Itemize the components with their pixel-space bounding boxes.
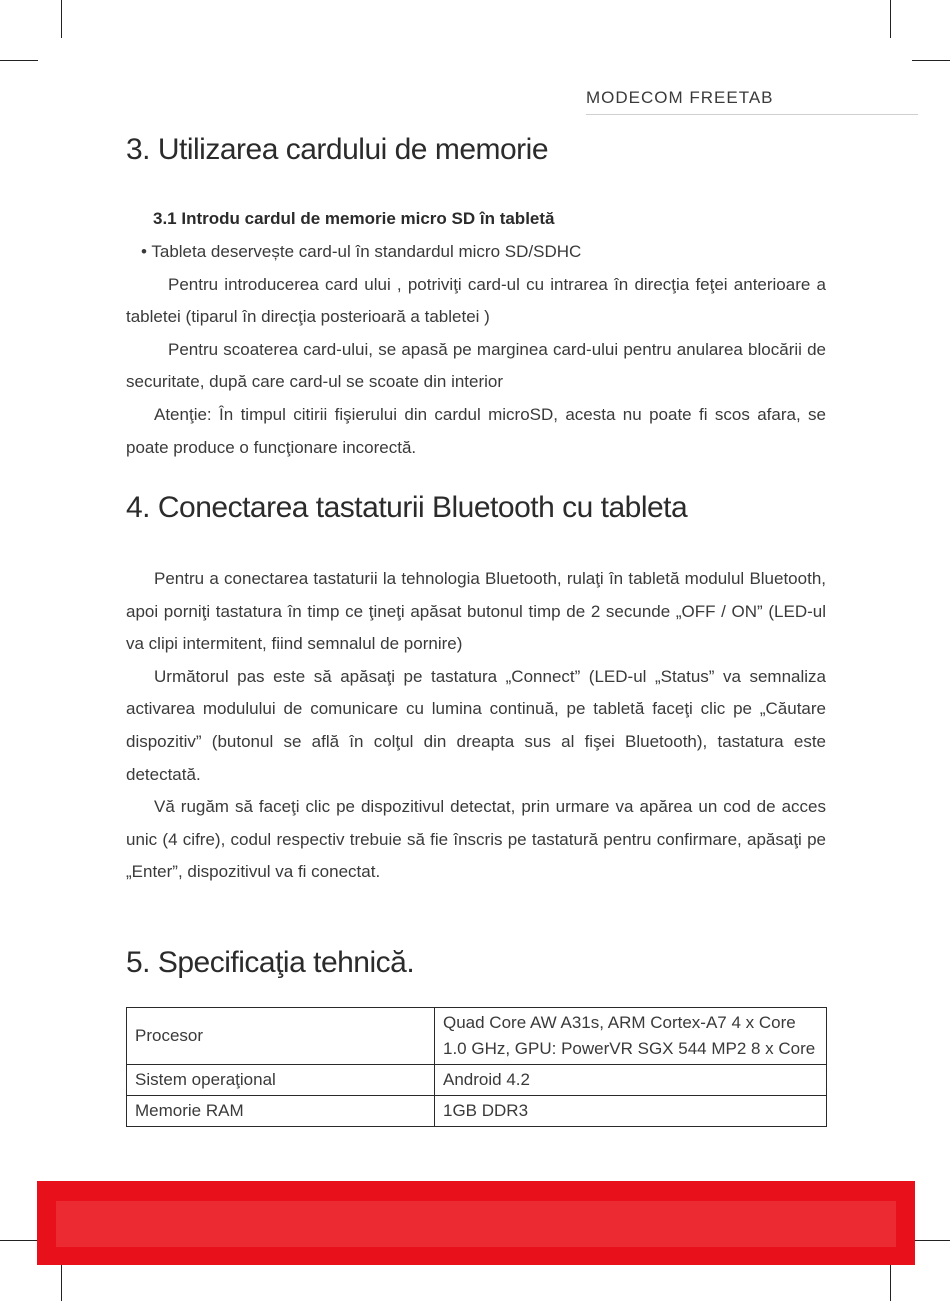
- crop-mark: [61, 0, 62, 38]
- header-rule: [586, 114, 918, 115]
- footer-band-highlight: [56, 1201, 896, 1247]
- crop-mark: [61, 1263, 62, 1301]
- table-row: [127, 1096, 827, 1127]
- paragraph: Vă rugăm să faceţi clic pe dispozitivul detectat, prin urmare va apărea un cod de acces unic (4 cifre), codul respectiv trebuie să fie înscris pe tastatură pentru confirmare, apăsaţi pe „Enter”, dispozitivul va fi conectat.: [126, 797, 826, 882]
- spec-value: Quad Core AW A31s, ARM Cortex-A7 4 x Core 1.0 GHz, GPU: PowerVR SGX 544 MP2 8 x Core: [435, 1008, 827, 1065]
- spec-value: Android 4.2: [435, 1065, 827, 1096]
- crop-mark: [890, 1263, 891, 1301]
- paragraph: • Tableta deservește card-ul în standardul micro SD/SDHC: [141, 242, 582, 261]
- paragraph: Următorul pas este să apăsaţi pe tastatura „Connect” (LED-ul „Status” va semnaliza activarea modulului de comunicare cu lumina continuă, pe tabletă faceţi clic pe „Căutare dispozitiv” (butonul se află în colţul din dreapta sus al fişei Bluetooth), tastatura este detectată.: [126, 666, 826, 784]
- crop-mark: [0, 1240, 38, 1241]
- paragraph: Pentru a conectarea tastaturii la tehnologia Bluetooth, rulaţi în tabletă modulul Bluetooth, apoi porniţi tastatura în timp ce ţineţi apăsat butonul timp de 2 secunde „OFF / ON” (LED-ul va clipi intermitent, fiind semnalul de pornire): [126, 569, 826, 654]
- crop-mark: [912, 60, 950, 61]
- spec-label: Procesor: [127, 1008, 435, 1065]
- crop-mark: [890, 0, 891, 38]
- paragraph: Pentru introducerea card ului , potriviţi card-ul cu intrarea în direcţia feţei anterioare a tabletei (tiparul în direcţia posterioară a tabletei ): [126, 274, 826, 327]
- running-header: MODECOM FREETAB: [586, 88, 774, 107]
- table-row: [127, 1065, 827, 1096]
- spec-table: [126, 1007, 827, 1127]
- section-4-title: 4. Conectarea tastaturii Bluetooth cu tableta: [126, 491, 688, 524]
- table-row: [127, 1008, 827, 1065]
- crop-mark: [0, 60, 38, 61]
- section-4-body: [126, 563, 826, 889]
- crop-mark: [912, 1240, 950, 1241]
- paragraph: Atenţie: În timpul citirii fişierului din cardul microSD, acesta nu poate fi scos afara, se poate produce o funcţionare incorectă.: [126, 404, 826, 457]
- section-5-title: 5. Specificaţia tehnică.: [126, 946, 415, 979]
- section-3-body: [126, 236, 826, 464]
- paragraph: Pentru scoaterea card-ului, se apasă pe marginea card-ului pentru anularea blocării de securitate, după care card-ul se scoate din interior: [126, 339, 826, 392]
- section-3-1-title: 3.1 Introdu cardul de memorie micro SD în tabletă: [153, 209, 555, 228]
- section-3-title: 3. Utilizarea cardului de memorie: [126, 133, 549, 166]
- spec-label: Memorie RAM: [127, 1096, 435, 1127]
- spec-value: 1GB DDR3: [435, 1096, 827, 1127]
- spec-label: Sistem operaţional: [127, 1065, 435, 1096]
